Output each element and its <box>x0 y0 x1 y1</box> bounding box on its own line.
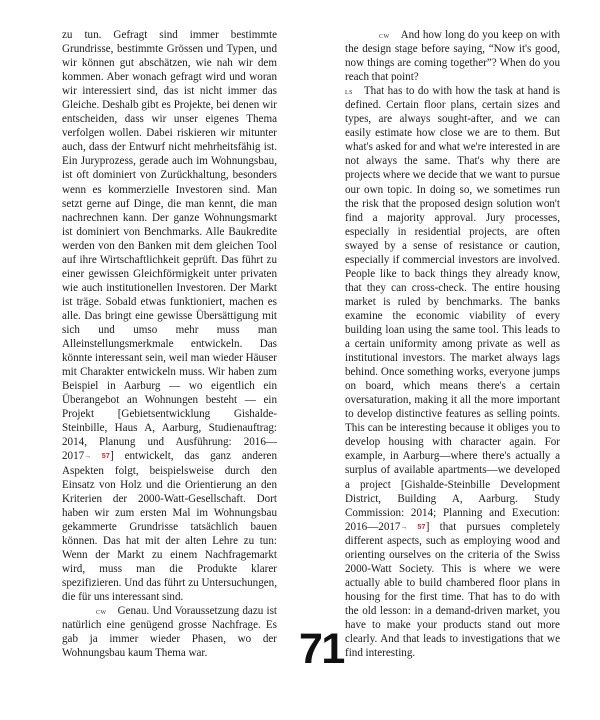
paragraph-text: zu tun. Gefragt sind immer bestimmte Grundrisse, bestimmte Grössen und Typen, und wir können gut abschätzen, wie nah wir dem kommen. Aber wonach gefragt wird und woran wir interessiert sind, das ist nicht immer das Gleiche. Deshalb gibt es Projekte, bei denen wir entscheiden, dass wir unser eigenes Thema verfolgen wollen. Dabei riskieren wir mitunter auch, dass der Entwurf nicht mehrheitsfähig ist. Ein Juryprozess, gerade auch im Wohnungsbau, ist oft dominiert von Zurückhaltung, besonders wenn es kommerzielle Investoren sind. Man setzt gerne auf Dinge, die man kennt, die man nachrechnen kann. Der ganze Wohnungsmarkt ist dominiert von Benchmarks. Alle Baukredite werden von den Banken mit dem gleichen Tool auf ihre Wirtschaftlichkeit geprüft. Das führt zu einer gewissen Gleichförmigkeit unter privaten wie auch institutionellen Investoren. Der Markt ist träge. Sobald etwas funktioniert, machen es alle. Das bringt eine gewisse Übersättigung mit sich und umso mehr muss man Alleinstellungsmerkmale entwickeln. Das könnte interessant sein, weil man wieder Häuser mit Charakter entwickeln muss. Wir haben zum Beispiel in Aarburg — wo eigentlich ein Überangebot an Wohnungen besteht — ein Projekt [Gebietsentwicklung Gishalde-Steinbille, Haus A, Aarburg, Studienauftrag: 2014, Planung und Ausführung: 2016—2017 <box>62 29 277 463</box>
paragraph-german-cw <box>62 604 277 660</box>
paragraph-text: And how long do you keep on with the design stage before saying, “Now it's good, now things are coming together”? When do you reach that point? <box>345 29 560 84</box>
paragraph-german-continued <box>62 28 277 604</box>
paragraph-english-cw <box>345 28 560 84</box>
speaker-label-cw: cw <box>379 30 390 40</box>
cross-reference-link[interactable]: → 57 <box>400 522 426 531</box>
speaker-label-cw: cw <box>96 606 107 617</box>
speaker-label-ls: ls <box>345 86 353 97</box>
paragraph-text: That has to do with how the task at hand is defined. Certain floor plans, certain sizes and types, are always sought-after, and we can easily estimate how close we are to them. But what's asked for and what we're interested in are not always the same. That's why there are projects where we decide that we want to pursue our own topic. In doing so, we sometimes run the risk that the proposed design solution won't find a majority approval. Jury processes, especially in residential projects, are often swayed by a sense of resistance or caution, especially if commercial investors are involved. People like to back things they already know, that they can cross-check. The entire housing market is ruled by benchmarks. The banks examine the economic viability of every building loan using the same tool. This leads to a certain uniformity among private as well as institutional investors. The market always lags behind. Once something works, everyone jumps on board, which means there's a certain oversaturation, making it all the more important to develop distinctive features as selling points. This can be interesting because it obliges you to develop housing with character again. For example, in Aarburg—where there's actually a surplus of available apartments—we developed a project [Gishalde-Steinbille Development District, Building A, Aarburg. Study Commission: 2014; Planning and Execution: 2016—2017 <box>345 85 560 533</box>
text-column-english <box>345 28 560 660</box>
paragraph-text-after-reference: ] entwickelt, das ganz anderen Aspekten folgt, beispielsweise durch den Einsatz von Holz und die Orientierung an den Kriterien der 2000-Watt-Gesellschaft. Dort haben wir zum ersten Mal im Wohnungsbau gekammerte Grundrisse tatsächlich bauen können. Das hat mit der alten Lehre zu tun: Wenn der Markt zu einem Nachfragemarkt wird, muss man die Produkte klarer spezifizieren. Und das führt zu Untersuchungen, die für uns interessant sind. <box>62 450 277 604</box>
text-column-german <box>62 28 277 660</box>
paragraph-text: Genau. Und Voraussetzung dazu ist natürlich eine genügend grosse Nachfrage. Es gab ja immer wieder Phasen, wo der Wohnungsbau kaum Thema war. <box>62 605 277 660</box>
page-number: 71 <box>299 625 344 673</box>
cross-reference-link[interactable]: → 57 <box>84 452 111 461</box>
paragraph-text-after-reference: ] that pursues completely different aspects, such as employing wood and orienting ourselves on the criteria of the Swiss 2000-Watt Society. This is where we were actually able to build chambered floor plans in housing for the first time. That has to do with the old lesson: in a demand-driven market, you have to make your products stand out more clearly. And that leads to investigations that we find interesting. <box>345 520 560 660</box>
paragraph-english-ls <box>345 84 560 660</box>
